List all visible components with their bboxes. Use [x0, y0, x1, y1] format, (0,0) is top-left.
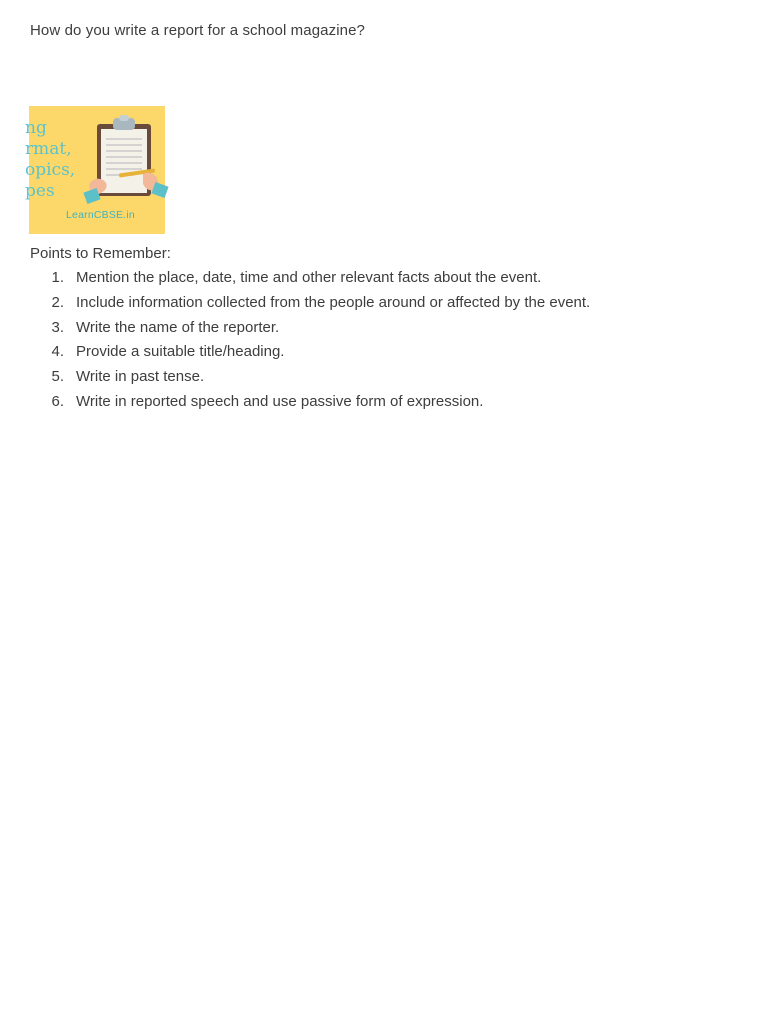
- question-heading: How do you write a report for a school magazine?: [30, 22, 365, 39]
- list-item-number: 5.: [51, 368, 64, 386]
- list-item-number: 3.: [51, 318, 64, 336]
- list-item: [30, 268, 590, 293]
- list-item-text: Write in reported speech and use passive form of expression.: [76, 392, 484, 410]
- thumbnail-line: rmat,: [25, 139, 72, 159]
- list-item-text: Mention the place, date, time and other relevant facts about the event.: [76, 269, 542, 286]
- thumbnail-line: pes: [25, 181, 55, 201]
- list-item-number: 4.: [51, 343, 64, 361]
- list-item: [30, 392, 590, 417]
- list-item: [30, 367, 590, 392]
- list-item-text: Write in past tense.: [76, 368, 205, 386]
- thumbnail-text: [25, 118, 76, 202]
- list-item: [30, 318, 590, 343]
- thumbnail-line: opics,: [25, 160, 76, 180]
- clipboard-icon: [89, 114, 165, 206]
- list-item-text: Provide a suitable title/heading.: [76, 343, 285, 361]
- list-item: [30, 293, 590, 318]
- article-thumbnail[interactable]: [25, 106, 165, 234]
- list-item-number: 2.: [51, 293, 64, 311]
- points-list: [30, 268, 590, 417]
- points-title: Points to Remember:: [30, 245, 171, 262]
- list-item-number: 6.: [51, 392, 64, 410]
- thumbnail-brand: LearnCBSE.in: [66, 209, 135, 221]
- thumbnail-line: ng: [25, 118, 47, 138]
- list-item-text: Write the name of the reporter.: [76, 318, 280, 336]
- list-item-text: Include information collected from the people around or affected by the event.: [76, 293, 591, 311]
- list-item-number: 1.: [51, 269, 64, 286]
- list-item: [30, 342, 590, 367]
